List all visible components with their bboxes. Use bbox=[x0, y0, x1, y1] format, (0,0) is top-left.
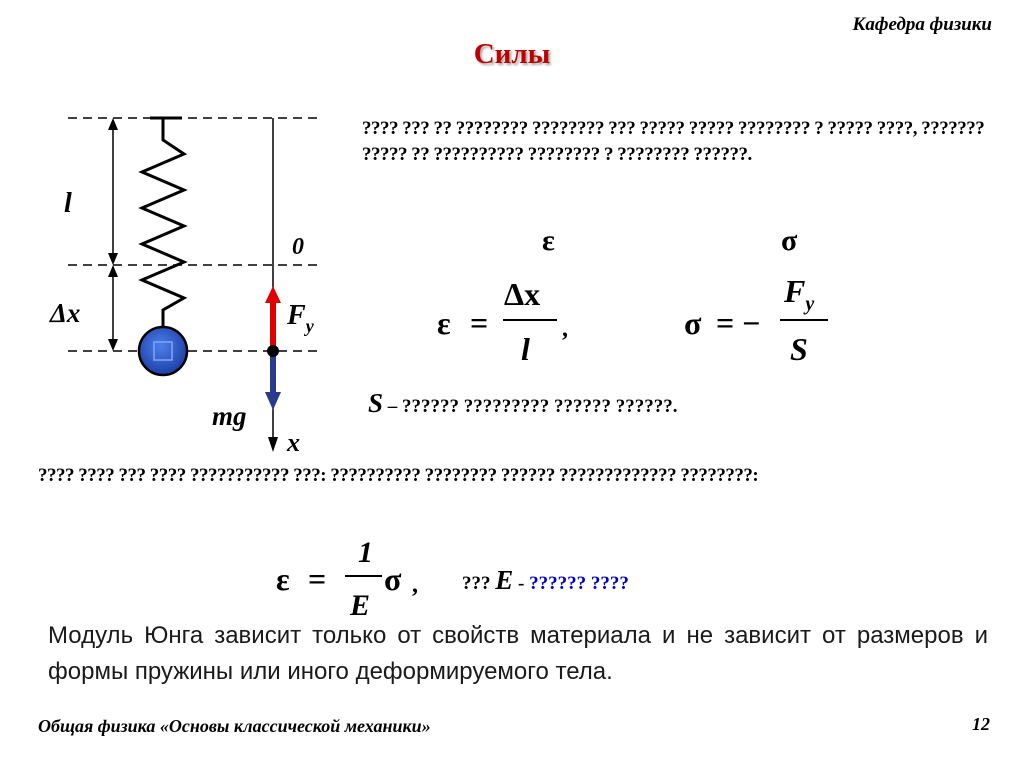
stress-symbol: σ bbox=[781, 224, 798, 257]
zero-label: 0 bbox=[292, 234, 304, 260]
young-modulus-text: Модуль Юнга зависит только от свойств материала и не зависит от размеров и формы пружины или иного деформируемого тела. bbox=[48, 622, 988, 685]
delta-x-dimension-arrow bbox=[108, 265, 118, 351]
svg-text:,: , bbox=[562, 316, 568, 342]
svg-text:= −: = − bbox=[716, 305, 761, 341]
svg-text:σ: σ bbox=[684, 305, 702, 341]
force-application-point bbox=[267, 345, 279, 357]
svg-text:Fy: $F_y$ bbox=[784, 273, 815, 315]
svg-text:l: l bbox=[521, 331, 530, 367]
weight-ball bbox=[139, 327, 187, 375]
formulas bbox=[400, 220, 860, 380]
svg-text:σ: σ bbox=[384, 561, 402, 597]
hooke-law-paragraph: ???? ???? ??? ???? ??????????? ???: ?????????? ???????? ?????? ????????????? ????????: bbox=[38, 465, 759, 486]
svg-text:ε: ε bbox=[437, 305, 451, 341]
department-label: Кафедра физики bbox=[852, 14, 992, 35]
svg-text:=: = bbox=[470, 305, 489, 341]
spring-diagram bbox=[0, 100, 350, 470]
elastic-force-arrow bbox=[265, 286, 281, 351]
svg-text:Δx: Δx bbox=[504, 276, 541, 312]
definition-paragraph: ???? ??? ?? ???????? ???????? ??? ????? ????? ???????? ? ????? ????, ??????? ????? ?? ?????????? ???????? ? ???????? ??????. bbox=[362, 118, 985, 165]
gravity-force-arrow bbox=[265, 351, 281, 410]
slide-title: Силы bbox=[473, 38, 551, 70]
hooke-formula bbox=[270, 530, 440, 625]
area-text: – ?????? ????????? ?????? ??????. bbox=[383, 396, 678, 417]
page-number: 12 bbox=[972, 714, 990, 734]
spring bbox=[142, 118, 184, 326]
young-dash: - bbox=[513, 573, 530, 594]
x-axis-label: x bbox=[287, 428, 300, 457]
area-symbol: S bbox=[368, 388, 384, 418]
young-modulus-line bbox=[462, 565, 629, 596]
svg-text:1: 1 bbox=[358, 536, 373, 569]
length-dimension-arrow bbox=[108, 118, 118, 265]
length-label: l bbox=[64, 188, 72, 219]
young-prefix: ??? bbox=[462, 573, 496, 594]
svg-text:E: E bbox=[350, 589, 371, 622]
stress-formula bbox=[684, 273, 828, 367]
svg-text:S: S bbox=[790, 331, 808, 367]
gravity-label: mg bbox=[212, 401, 247, 431]
area-definition bbox=[368, 388, 678, 419]
svg-text:ε: ε bbox=[276, 561, 290, 597]
elastic-force-label: $F_y$ bbox=[287, 300, 314, 336]
strain-formula bbox=[437, 276, 568, 367]
course-footer: Общая физика «Основы классической механики» bbox=[38, 716, 431, 736]
svg-text:,: , bbox=[412, 572, 418, 598]
strain-symbol: ε bbox=[542, 224, 555, 257]
svg-text:=: = bbox=[308, 561, 327, 597]
young-name: ?????? ???? bbox=[529, 573, 629, 594]
delta-x-label: Δx bbox=[50, 298, 81, 328]
young-symbol: E bbox=[495, 565, 514, 595]
